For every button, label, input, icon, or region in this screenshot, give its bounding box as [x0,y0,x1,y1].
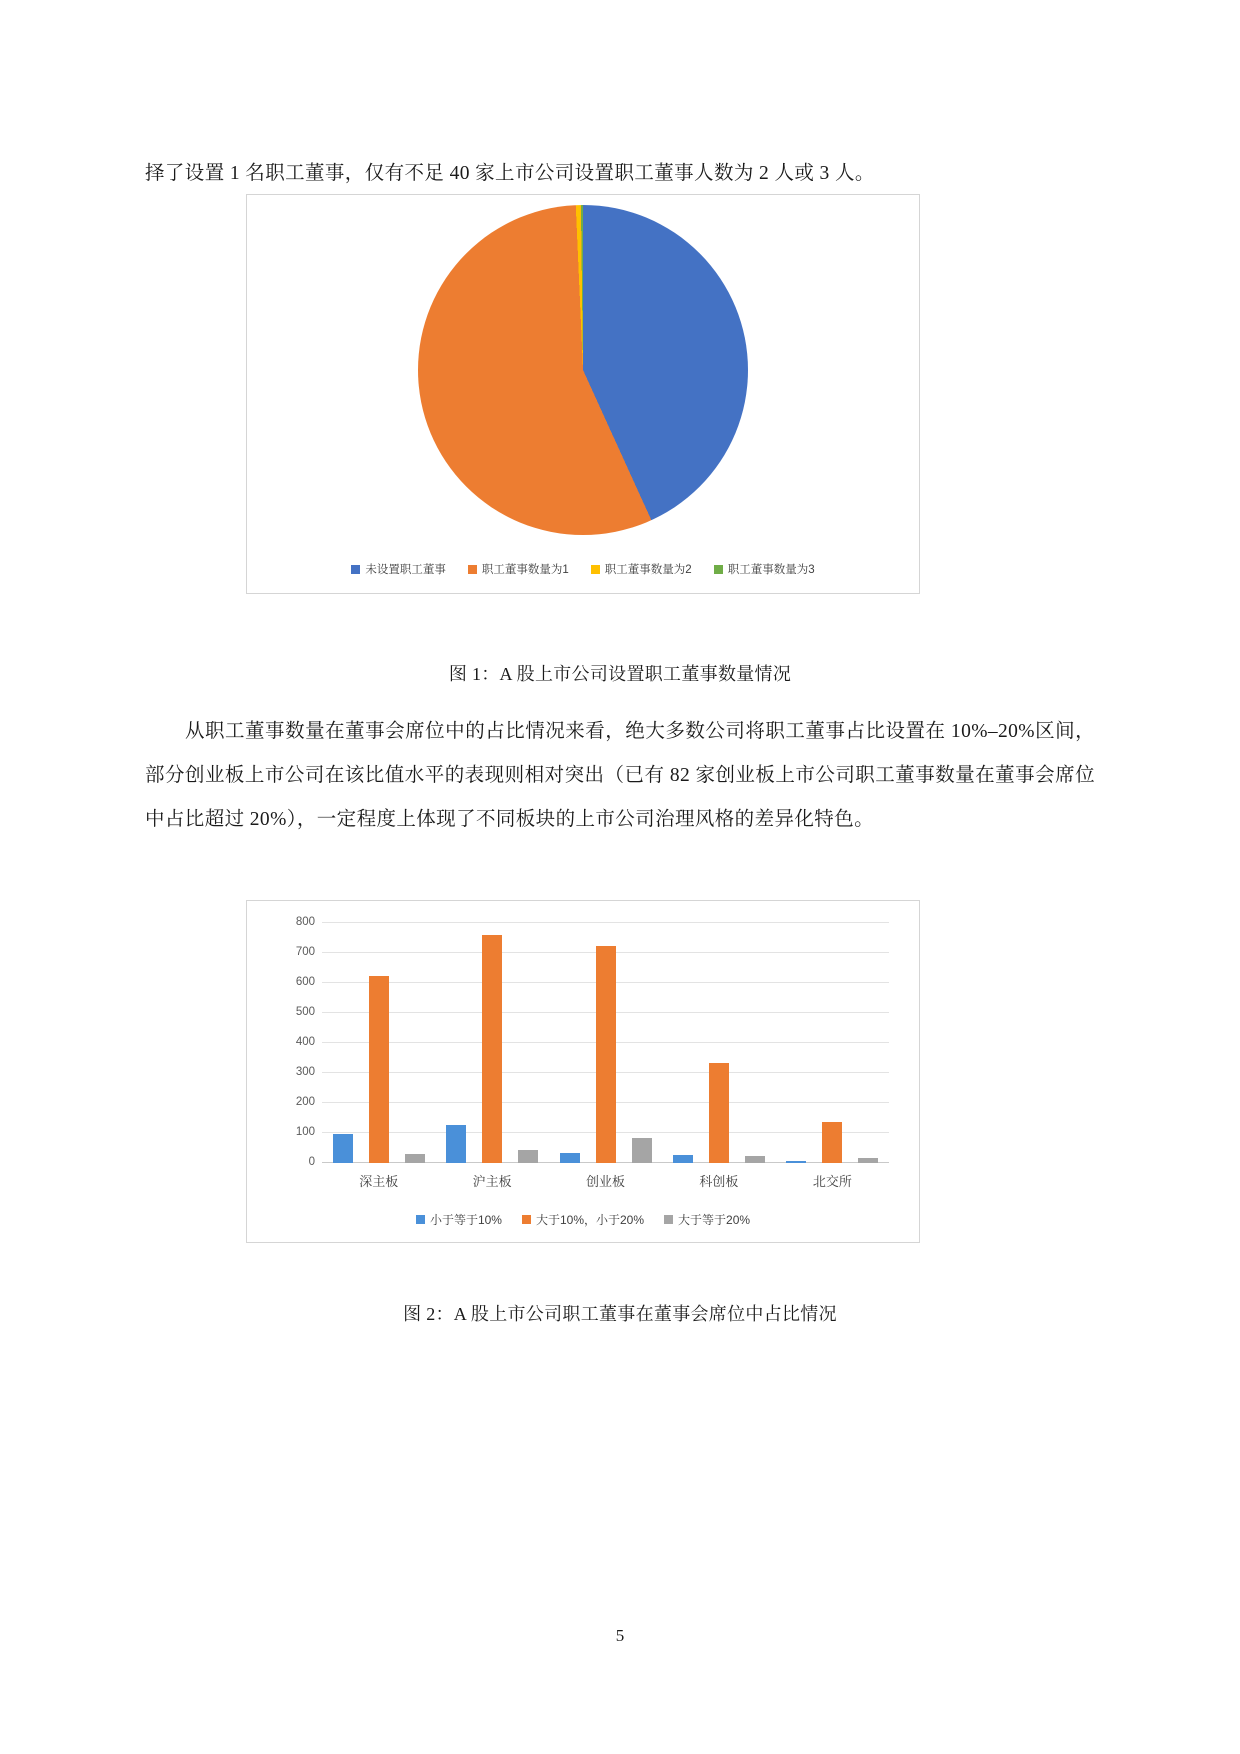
y-axis-tick-label: 700 [295,946,315,958]
bar-chart-graphic [247,901,919,1242]
y-axis-tick-label: 300 [295,1066,315,1078]
y-axis-tick-label: 800 [295,916,315,928]
legend-item [714,561,815,577]
y-axis-tick-label: 500 [295,1006,315,1018]
legend-swatch-icon [522,1215,531,1224]
figure-1-legend [247,561,919,577]
bar-groups [322,923,889,1189]
legend-label: 职工董事数量为3 [727,564,815,576]
legend-label: 大于10%，小于20% [535,1213,645,1227]
legend-label: 未设置职工董事 [365,564,446,576]
bar [446,1125,466,1163]
figure-2-bar-chart [246,900,920,1243]
bar [482,935,502,1163]
bar-group [549,923,662,1189]
y-axis-tick-label: 0 [308,1156,315,1168]
pie-graphic [418,205,748,535]
bar [709,1063,729,1163]
legend-swatch-icon [714,565,723,574]
bar [632,1138,652,1163]
legend-item [591,561,692,577]
legend-item [468,561,569,577]
x-axis-tick-label: 科创板 [699,1174,739,1189]
legend-label: 职工董事数量为1 [481,564,569,576]
legend-item [522,1211,644,1228]
figure-1-caption: 图 1：A 股上市公司设置职工董事数量情况 [448,664,792,684]
bar [745,1156,765,1163]
bar [369,976,389,1164]
bar [405,1154,425,1163]
bar [858,1158,878,1163]
legend-swatch-icon [664,1215,673,1224]
legend-swatch-icon [591,565,600,574]
y-axis-tick-label: 200 [295,1096,315,1108]
y-axis-tick-label: 400 [295,1036,315,1048]
legend-item [664,1211,750,1228]
figure-1-pie-chart [246,194,920,594]
paragraph-1: 择了设置 1 名职工董事，仅有不足 40 家上市公司设置职工董事人数为 2 人或 3 人。 [145,163,875,184]
legend-swatch-icon [468,565,477,574]
x-axis-tick-label: 深主板 [359,1174,399,1189]
legend-swatch-icon [416,1215,425,1224]
legend-item [351,561,446,577]
pie-slices [418,205,748,535]
page-number: 5 [615,1626,625,1645]
bar [560,1153,580,1164]
figure-2-legend [247,1211,919,1228]
bar-group [662,923,775,1189]
bar [596,946,616,1164]
bar-group [776,923,889,1189]
legend-swatch-icon [351,565,360,574]
figure-2-caption: 图 2：A 股上市公司职工董事在董事会席位中占比情况 [403,1304,837,1324]
y-axis-tick-label: 600 [295,976,315,988]
legend-label: 职工董事数量为2 [604,564,692,576]
legend-item [416,1211,502,1228]
bar [786,1161,806,1163]
legend-label: 小于等于10% [429,1213,502,1227]
x-axis-tick-label: 创业板 [586,1174,626,1189]
x-axis-tick-label: 沪主板 [472,1174,512,1189]
plot-area [295,916,889,1189]
bar-group [435,923,548,1189]
bar [822,1122,842,1163]
bar [518,1150,538,1163]
bar [333,1134,353,1163]
bar-group [322,923,435,1189]
bar [673,1155,693,1163]
legend-label: 大于等于20% [678,1213,751,1227]
paragraph-2: 从职工董事数量在董事会席位中的占比情况来看，绝大多数公司将职工董事占比设置在 10%–20%区间，部分创业板上市公司在该比值水平的表现则相对突出（已有 82 家创业板上市公司职工董事数量在董事会席位中占比超过 20%），一定程度上体现了不同板块的上市公司治理风格的差异化特色。 [145,721,1095,830]
x-axis-tick-label: 北交所 [812,1174,852,1189]
y-axis-tick-label: 100 [295,1126,315,1138]
